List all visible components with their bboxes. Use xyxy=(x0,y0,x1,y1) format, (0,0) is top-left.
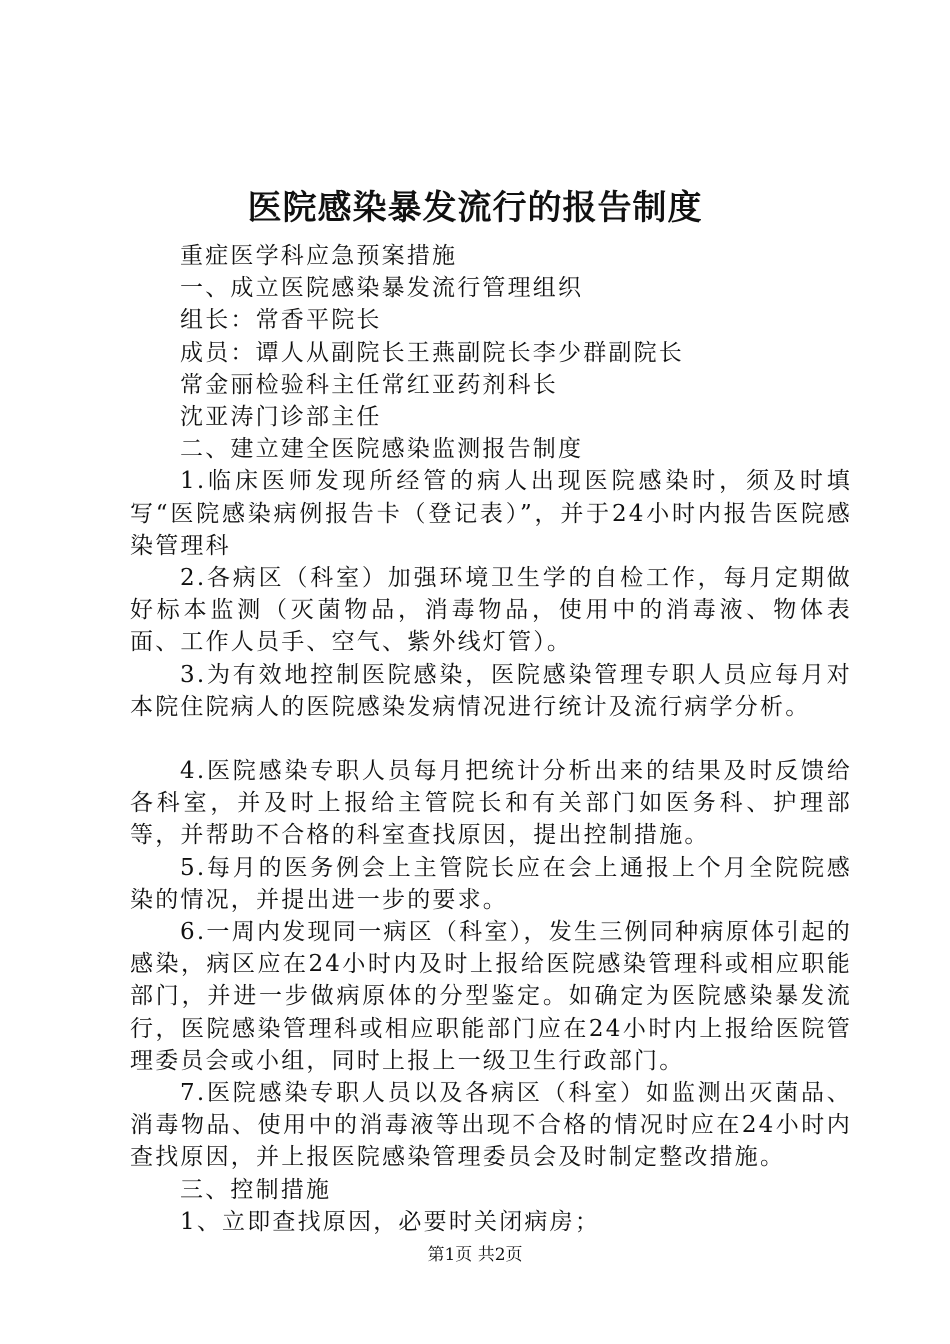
document-body xyxy=(130,240,852,1238)
paragraph-item-6: 6.一周内发现同一病区（科室），发生三例同种病原体引起的感染，病区应在24小时内及时上报给医院感染管理科或相应职能部门，并进一步做病原体的分型鉴定。如确定为医院感染暴发流行，医院感染管理科或相应职能部门应在24小时内上报给医院管理委员会或小组，同时上报上一级卫生行政部门。 xyxy=(130,919,852,1074)
blank-line xyxy=(130,723,852,755)
paragraph-heading-plan: 重症医学科应急预案措施 xyxy=(180,243,458,269)
paragraph-section-3: 三、控制措施 xyxy=(180,1176,332,1203)
paragraph-item-2: 2.各病区（科室）加强环境卫生学的自检工作，每月定期做好标本监测（灭菌物品，消毒物品，使用中的消毒液、物体表面、工作人员手、空气、紫外线灯管）。 xyxy=(130,565,852,656)
paragraph-item-7: 7.医院感染专职人员以及各病区（科室）如监测出灭菌品、消毒物品、使用中的消毒液等出现不合格的情况时应在24小时内查找原因，并上报医院感染管理委员会及时制定整改措施。 xyxy=(130,1080,852,1171)
paragraph-section-1: 一、成立医院感染暴发流行管理组织 xyxy=(180,275,584,302)
paragraph-item-5: 5.每月的医务例会上主管院长应在会上通报上个月全院院感染的情况，并提出进一步的要求。 xyxy=(130,854,852,913)
paragraph-leader: 组长：常香平院长 xyxy=(180,307,382,334)
paragraph-control-1: 1、立即查找原因，必要时关闭病房； xyxy=(180,1208,601,1235)
paragraph-item-4: 4.医院感染专职人员每月把统计分析出来的结果及时反馈给各科室，并及时上报给主管院长和有关部门如医务科、护理部等，并帮助不合格的科室查找原因，提出控制措施。 xyxy=(130,758,852,849)
paragraph-section-2: 二、建立建全医院感染监测报告制度 xyxy=(180,436,584,463)
paragraph-item-3: 3.为有效地控制医院感染，医院感染管理专职人员应每月对本院住院病人的医院感染发病情况进行统计及流行病学分析。 xyxy=(130,661,852,720)
paragraph-item-1: 1.临床医师发现所经管的病人出现医院感染时，须及时填写“医院感染病例报告卡（登记表）”，并于24小时内报告医院感染管理科 xyxy=(130,468,852,559)
paragraph-members-3: 沈亚涛门诊部主任 xyxy=(180,404,382,431)
document-title: 医院感染暴发流行的报告制度 xyxy=(247,188,703,228)
paragraph-members-2: 常金丽检验科主任常红亚药剂科长 xyxy=(180,371,558,398)
page-footer: 第1页 共2页 xyxy=(427,1245,523,1265)
paragraph-members: 成员：谭人从副院长王燕副院长李少群副院长 xyxy=(180,339,684,366)
